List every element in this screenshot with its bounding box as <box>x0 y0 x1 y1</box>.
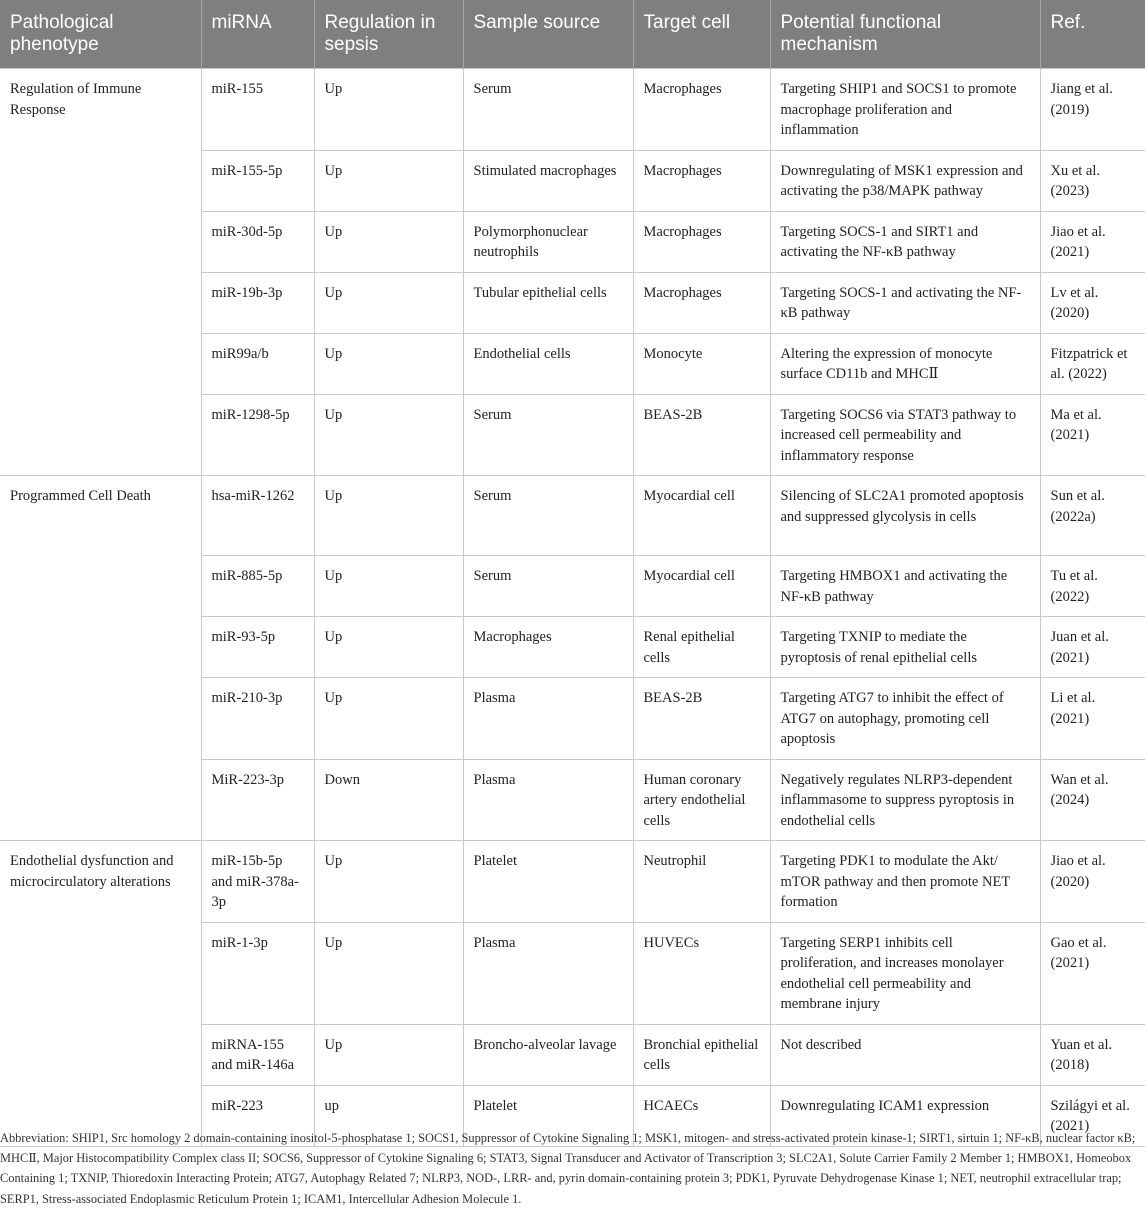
header-ref: Ref. <box>1040 0 1145 69</box>
header-phenotype: Pathological phenotype <box>0 0 201 69</box>
mirna-cell: miR-19b-3p <box>201 272 314 333</box>
target-cell-cell: HUVECs <box>633 922 770 1024</box>
mirna-cell: miR-93-5p <box>201 617 314 678</box>
regulation-cell: Up <box>314 556 463 617</box>
ref-cell: Tu et al. (2022) <box>1040 556 1145 617</box>
regulation-cell: Up <box>314 476 463 556</box>
ref-cell: Ma et al. (2021) <box>1040 394 1145 476</box>
ref-cell: Fitzpatrick et al. (2022) <box>1040 333 1145 394</box>
mirna-cell: miR-885-5p <box>201 556 314 617</box>
target-cell-cell: Macrophages <box>633 69 770 151</box>
mechanism-cell: Silencing of SLC2A1 promoted apoptosis and suppressed glycolysis in cells <box>770 476 1040 556</box>
sample-source-cell: Stimulated macrophages <box>463 150 633 211</box>
target-cell-cell: Neutrophil <box>633 841 770 923</box>
mechanism-cell: Targeting PDK1 to modulate the Akt/ mTOR pathway and then promote NET formation <box>770 841 1040 923</box>
sample-source-cell: Polymorphonuclear neutrophils <box>463 211 633 272</box>
sample-source-cell: Serum <box>463 69 633 151</box>
target-cell-cell: Myocardial cell <box>633 556 770 617</box>
target-cell-cell: Renal epithelial cells <box>633 617 770 678</box>
header-mirna: miRNA <box>201 0 314 69</box>
phenotype-cell: Endothelial dysfunction and microcirculatory alterations <box>0 841 201 1147</box>
mirna-cell: miR-1-3p <box>201 922 314 1024</box>
regulation-cell: Up <box>314 333 463 394</box>
ref-cell: Jiao et al. (2020) <box>1040 841 1145 923</box>
mechanism-cell: Targeting TXNIP to mediate the pyroptosis of renal epithelial cells <box>770 617 1040 678</box>
regulation-cell: Up <box>314 211 463 272</box>
ref-cell: Jiang et al. (2019) <box>1040 69 1145 151</box>
sample-source-cell: Plasma <box>463 759 633 841</box>
target-cell-cell: Bronchial epithelial cells <box>633 1024 770 1085</box>
mirna-cell: miR-30d-5p <box>201 211 314 272</box>
ref-cell: Sun et al. (2022a) <box>1040 476 1145 556</box>
ref-cell: Wan et al. (2024) <box>1040 759 1145 841</box>
sample-source-cell: Serum <box>463 394 633 476</box>
phenotype-cell: Regulation of Immune Response <box>0 69 201 476</box>
mechanism-cell: Targeting ATG7 to inhibit the effect of ATG7 on autophagy, promoting cell apoptosis <box>770 678 1040 760</box>
mirna-cell: miR-155-5p <box>201 150 314 211</box>
target-cell-cell: Macrophages <box>633 150 770 211</box>
ref-cell: Yuan et al. (2018) <box>1040 1024 1145 1085</box>
mirna-cell: miRNA-155 and miR-146a <box>201 1024 314 1085</box>
sample-source-cell: Platelet <box>463 1085 633 1146</box>
mirna-cell: hsa-miR-1262 <box>201 476 314 556</box>
mechanism-cell: Not described <box>770 1024 1040 1085</box>
regulation-cell: Up <box>314 922 463 1024</box>
regulation-cell: Up <box>314 1024 463 1085</box>
phenotype-cell: Programmed Cell Death <box>0 476 201 841</box>
regulation-cell: Up <box>314 150 463 211</box>
ref-cell: Gao et al. (2021) <box>1040 922 1145 1024</box>
regulation-cell: up <box>314 1085 463 1146</box>
mechanism-cell: Altering the expression of monocyte surface CD11b and MHCⅡ <box>770 333 1040 394</box>
target-cell-cell: Human coronary artery endothelial cells <box>633 759 770 841</box>
sample-source-cell: Plasma <box>463 678 633 760</box>
ref-cell: Juan et al. (2021) <box>1040 617 1145 678</box>
mechanism-cell: Targeting SOCS6 via STAT3 pathway to increased cell permeability and inflammatory response <box>770 394 1040 476</box>
ref-cell: Jiao et al. (2021) <box>1040 211 1145 272</box>
sample-source-cell: Serum <box>463 556 633 617</box>
table-row <box>0 69 1145 151</box>
mirna-cell: miR-15b-5p and miR-378a-3p <box>201 841 314 923</box>
regulation-cell: Up <box>314 617 463 678</box>
mirna-cell: miR-155 <box>201 69 314 151</box>
table-row <box>0 476 1145 556</box>
mechanism-cell: Targeting SHIP1 and SOCS1 to promote macrophage proliferation and inflammation <box>770 69 1040 151</box>
target-cell-cell: Macrophages <box>633 211 770 272</box>
header-mechanism: Potential functional mechanism <box>770 0 1040 69</box>
abbreviation-footnote: Abbreviation: SHIP1, Src homology 2 domain-containing inositol-5-phosphatase 1; SOCS1, Suppressor of Cytokine Signaling 1; MSK1, mitogen- and stress-activated protein kinase-1; SIRT1, sirtuin 1; NF-κB, nuclear factor κB; MHCⅡ, Major Histocompatibility Complex class II; SOCS6, Suppressor of Cytokine Signaling 6; STAT3, Signal Transducer and Activator of Transcription 3; SLC2A1, Solute Carrier Family 2 Member 1; HMBOX1, Homeobox Containing 1; TXNIP, Thioredoxin Interacting Protein; ATG7, Autophagy Related 7; NLRP3, NOD-, LRR- and, pyrin domain-containing protein 3; PDK1, Pyruvate Dehydrogenase Kinase 1; NET, neutrophil extracellular trap; SERP1, Stress-associated Endoplasmic Reticulum Protein 1; ICAM1, Intercellular Adhesion Molecule 1. <box>0 1131 1136 1206</box>
ref-cell: Li et al. (2021) <box>1040 678 1145 760</box>
target-cell-cell: Monocyte <box>633 333 770 394</box>
sample-source-cell: Macrophages <box>463 617 633 678</box>
sample-source-cell: Broncho-alveolar lavage <box>463 1024 633 1085</box>
header-row <box>0 0 1145 69</box>
mirna-cell: miR99a/b <box>201 333 314 394</box>
mirna-cell: miR-1298-5p <box>201 394 314 476</box>
sample-source-cell: Platelet <box>463 841 633 923</box>
mechanism-cell: Targeting SERP1 inhibits cell proliferation, and increases monolayer endothelial cell permeability and membrane injury <box>770 922 1040 1024</box>
sample-source-cell: Endothelial cells <box>463 333 633 394</box>
regulation-cell: Up <box>314 272 463 333</box>
mechanism-cell: Targeting SOCS-1 and activating the NF-κB pathway <box>770 272 1040 333</box>
ref-cell: Szilágyi et al. (2021) <box>1040 1085 1145 1146</box>
target-cell-cell: BEAS-2B <box>633 678 770 760</box>
regulation-cell: Up <box>314 678 463 760</box>
regulation-cell: Up <box>314 69 463 151</box>
regulation-cell: Down <box>314 759 463 841</box>
header-target-cell: Target cell <box>633 0 770 69</box>
mechanism-cell: Downregulating of MSK1 expression and activating the p38/MAPK pathway <box>770 150 1040 211</box>
target-cell-cell: HCAECs <box>633 1085 770 1146</box>
target-cell-cell: Macrophages <box>633 272 770 333</box>
target-cell-cell: BEAS-2B <box>633 394 770 476</box>
mechanism-cell: Negatively regulates NLRP3-dependent inflammasome to suppress pyroptosis in endothelial cells <box>770 759 1040 841</box>
regulation-cell: Up <box>314 394 463 476</box>
table-row <box>0 841 1145 923</box>
sample-source-cell: Serum <box>463 476 633 556</box>
mirna-cell: MiR-223-3p <box>201 759 314 841</box>
mirna-cell: miR-223 <box>201 1085 314 1146</box>
target-cell-cell: Myocardial cell <box>633 476 770 556</box>
header-sample-source: Sample source <box>463 0 633 69</box>
mechanism-cell: Targeting SOCS-1 and SIRT1 and activating the NF-κB pathway <box>770 211 1040 272</box>
mechanism-cell: Downregulating ICAM1 expression <box>770 1085 1040 1146</box>
ref-cell: Lv et al. (2020) <box>1040 272 1145 333</box>
sample-source-cell: Plasma <box>463 922 633 1024</box>
table-header <box>0 0 1145 69</box>
header-regulation: Regulation in sepsis <box>314 0 463 69</box>
ref-cell: Xu et al. (2023) <box>1040 150 1145 211</box>
mirna-cell: miR-210-3p <box>201 678 314 760</box>
regulation-cell: Up <box>314 841 463 923</box>
sample-source-cell: Tubular epithelial cells <box>463 272 633 333</box>
mechanism-cell: Targeting HMBOX1 and activating the NF-κB pathway <box>770 556 1040 617</box>
table-body <box>0 69 1145 1147</box>
